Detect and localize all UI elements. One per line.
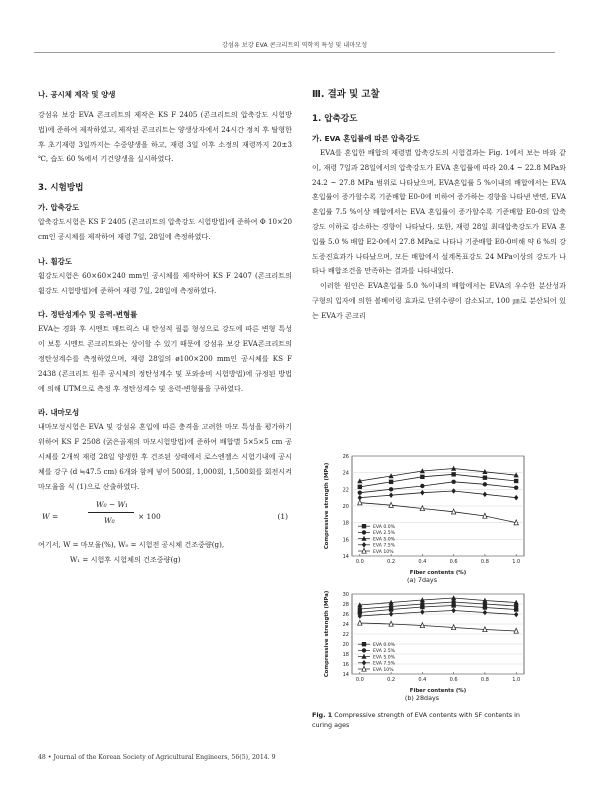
x-axis-label: Fiber contents (%) <box>409 570 467 576</box>
x-tick-label: 1.0 <box>512 677 521 683</box>
header-rule <box>34 52 555 53</box>
y-tick-label: 20 <box>342 642 349 648</box>
marker-circle <box>362 530 366 534</box>
y-tick-label: 26 <box>342 454 349 460</box>
right-column <box>312 88 566 324</box>
legend-label: EVA 10% <box>373 549 394 555</box>
marker-circle <box>483 482 487 486</box>
x-tick-label: 0.8 <box>480 677 489 683</box>
where-line-1: 여기서, W = 마모율(%), W₀ = 시험전 공시체 건조중량(g), <box>38 540 225 550</box>
legend-label: EVA 10% <box>373 667 394 673</box>
marker-circle <box>451 600 455 604</box>
y-tick-label: 18 <box>342 520 349 527</box>
equation-1 <box>38 494 292 538</box>
y-tick-label: 20 <box>342 504 349 510</box>
legend-label: EVA 5.0% <box>373 655 396 661</box>
y-tick-label: 16 <box>342 537 349 544</box>
paragraph-abrasion: 내마모성시험은 EVA 및 강섬유 혼입에 따른 충격을 고려한 마모 특성을 평가하기 위하여 KS F 2508 (굵은골재의 마모시험방법)에 준하여 배합별 5×5×5 cm 공시체를 2개씩 재령 28일 양생한 후 건조된 상태에서 로스엔젤스 시험기내에 공시체를 강구 (d ≒47.5 cm) 6개와 함께 넣어 500회, 1,000회, 1,500회를 회전시켜 마모율을 식 (1)으로 산출하였다. <box>38 422 292 491</box>
marker-square <box>389 480 393 484</box>
x-tick-label: 0.0 <box>355 677 364 683</box>
chart-caption-7days: (a) 7days <box>406 576 438 584</box>
paragraph-specimen: 강섬유 보강 EVA 콘크리트의 제작은 KS F 2405 (콘크리트의 압축강도 시험방법)에 준하여 제작하였고, 제작된 콘크리트는 양생상자에서 24시간 정치 후 탈형한 후 초기재령 3일까지는 수중양생을 하고, 재령 3일 이후 소정의 재령까지 20±3 ℃, 습도 60 %에서 기건양생을 실시하였다. <box>38 110 292 164</box>
x-tick-label: 0.4 <box>418 559 427 565</box>
marker-square <box>362 524 366 528</box>
y-tick-label: 14 <box>342 672 349 678</box>
section-title-test-method: 3. 시험방법 <box>38 183 84 194</box>
y-tick-label: 16 <box>342 662 349 668</box>
y-axis-label: Compressive strength (MPa) <box>324 590 330 678</box>
equation-number: (1) <box>277 512 288 522</box>
x-tick-label: 0.2 <box>387 677 396 683</box>
figure-caption-label: Fig. 1 <box>312 711 333 719</box>
equation-lhs: W = <box>42 512 59 522</box>
subsection-title-abrasion: 라. 내마모성 <box>38 408 80 418</box>
x-tick-label: 1.0 <box>512 559 521 565</box>
marker-circle <box>389 487 393 491</box>
y-tick-label: 18 <box>342 652 349 658</box>
marker-square <box>451 472 455 476</box>
y-tick-label: 26 <box>342 612 349 618</box>
fraction-bar <box>88 512 134 513</box>
y-tick-label: 22 <box>342 632 349 638</box>
marker-circle <box>420 602 424 606</box>
marker-circle <box>514 485 518 489</box>
paragraph-flexural: 휨강도시험은 60×60×240 mm인 공시체를 제작하여 KS F 2407 (콘크리트의 휨강도 시험방법)에 준하여 재령 7일, 28일에 측정하였다. <box>38 270 292 295</box>
y-tick-label: 14 <box>342 554 349 560</box>
paragraph-results-2: 이러한 원인은 EVA혼입률 5.0 %이내의 배합에서는 EVA의 우수한 분산성과 구형의 입자에 의한 볼베어링 효과로 단위수량이 감소되고, 100 ㎛로 분산되어 있는 EVA가 콘크리 <box>312 281 566 320</box>
y-tick-label: 28 <box>342 602 349 608</box>
legend-label: EVA 0.0% <box>373 525 396 530</box>
equation-denominator: W₀ <box>104 516 115 526</box>
marker-circle <box>420 484 424 488</box>
paragraph-elastic: EVA는 경화 후 시멘트 매트릭스 내 탄성적 필름 형성으로 강도에 따른 변형 특성이 보통 시멘트 콘크리트와는 상이할 수 있기 때문에 강섬유 보강 EVA콘크리트의 정탄성계수를 측정하였으며, 재령 28일의 ø100×200 mm인 공시체를 KS F 2438 (콘크리트 원주 공시체의 정탄성계수 및 포와송비 시험방법)에 규정된 방법에 의해 UTM으로 측정 후 정탄성계수 및 응력-변형률을 구하였다. <box>38 324 292 393</box>
subsection-title-elastic: 다. 정탄성계수 및 응력-변형률 <box>38 310 138 320</box>
x-tick-label: 0.4 <box>418 677 427 683</box>
marker-circle <box>362 648 366 652</box>
subsection-title-compressive: 가. 압축강도 <box>38 203 80 213</box>
x-tick-label: 0.0 <box>355 559 364 565</box>
section-title-compressive-strength: 1. 압축강도 <box>312 114 358 124</box>
x-axis-label: Fiber contents (%) <box>409 688 467 694</box>
left-column <box>38 88 292 568</box>
equation-numerator: W₀ − W₁ <box>96 500 129 510</box>
marker-circle <box>358 607 362 611</box>
where-line-2: W₁ = 시험후 시험체의 건조중량(g) <box>70 555 181 565</box>
y-tick-label: 24 <box>342 622 349 628</box>
legend-label: EVA 0.0% <box>373 643 396 648</box>
marker-square <box>420 475 424 479</box>
page-footer: 48 • Journal of the Korean Society of Agricultural Engineers, 56(5), 2014. 9 <box>38 754 276 761</box>
paragraph-results-1: EVA를 혼입한 배합의 재령별 압축강도의 시험결과는 Fig. 1에서 보는 바와 같이, 재령 7일과 28일에서의 압축강도가 EVA 혼입률에 따라 20.4 ~ 22.8 MPa와 24.2 ~ 27.8 MPa 범위로 나타났으며, EVA혼입률 5 %이내의 배합에서는 EVA 혼입률이 증가할수록 기준배합 E0-0에 비하여 증가하는 경향을 나타낸 반면, EVA 혼입률 7.5 %이상 배합에서는 EVA 혼입률이 증가할수록 기준배합 E0-0의 압축강도 이하로 감소하는 경향이 나타났다. 또한, 재령 28일 최대압축강도가 EVA 혼입률 5.0 % 배합 E2-0에서 27.8 MPa로 나타나 기준배합 E0-0비해 약 6 %의 강도증진효과가 나타났으며, 모든 배합에서 설계목표강도 24 MPa이상의 강도가 나타나 배합조건을 만족하는 결과를 나타내었다. <box>312 148 566 276</box>
running-header: 강섬유 보강 EVA 콘크리트의 역학적 특성 및 내마모성 <box>221 42 368 49</box>
x-tick-label: 0.2 <box>387 559 396 565</box>
y-tick-label: 30 <box>342 592 349 598</box>
chart-28days <box>312 590 532 694</box>
section-title-results: Ⅲ. 결과 및 고찰 <box>312 89 380 100</box>
y-tick-label: 24 <box>342 470 349 477</box>
marker-square <box>514 479 518 483</box>
x-tick-label: 0.6 <box>449 677 458 683</box>
legend-label: EVA 2.5% <box>373 531 396 537</box>
chart-caption-28days: (b) 28days <box>404 694 440 702</box>
subsection-title-flexural: 나. 휨강도 <box>38 256 72 266</box>
marker-circle <box>389 604 393 608</box>
subsection-title-eva-content: 가. EVA 혼입률에 따른 압축강도 <box>312 134 420 143</box>
equation-multiplier: × 100 <box>138 512 161 522</box>
x-tick-label: 0.6 <box>449 559 458 565</box>
y-axis-label: Compressive strength (MPa) <box>324 462 330 550</box>
figure-caption <box>312 710 538 730</box>
paragraph-compressive: 압축강도시험은 KS F 2405 (콘크리트의 압축강도 시험방법)에 준하여 Φ 10×20 cm인 공시체를 제작하여 재령 7일, 28일에 측정하였다. <box>38 217 292 241</box>
marker-square <box>358 485 362 489</box>
legend-label: EVA 7.5% <box>373 543 396 549</box>
x-tick-label: 0.8 <box>480 559 489 565</box>
figure-caption-text: Compressive strength of EVA contents with SF contents in curing ages <box>312 711 520 729</box>
legend-label: EVA 5.0% <box>373 537 396 543</box>
marker-circle <box>451 480 455 484</box>
section-title-specimen: 나. 공시체 제작 및 양생 <box>38 90 116 99</box>
marker-circle <box>358 490 362 494</box>
marker-square <box>483 475 487 479</box>
marker-square <box>362 642 366 646</box>
chart-7days <box>312 452 532 576</box>
legend-label: EVA 7.5% <box>373 661 396 667</box>
legend-label: EVA 2.5% <box>373 649 396 655</box>
y-tick-label: 22 <box>342 487 349 494</box>
